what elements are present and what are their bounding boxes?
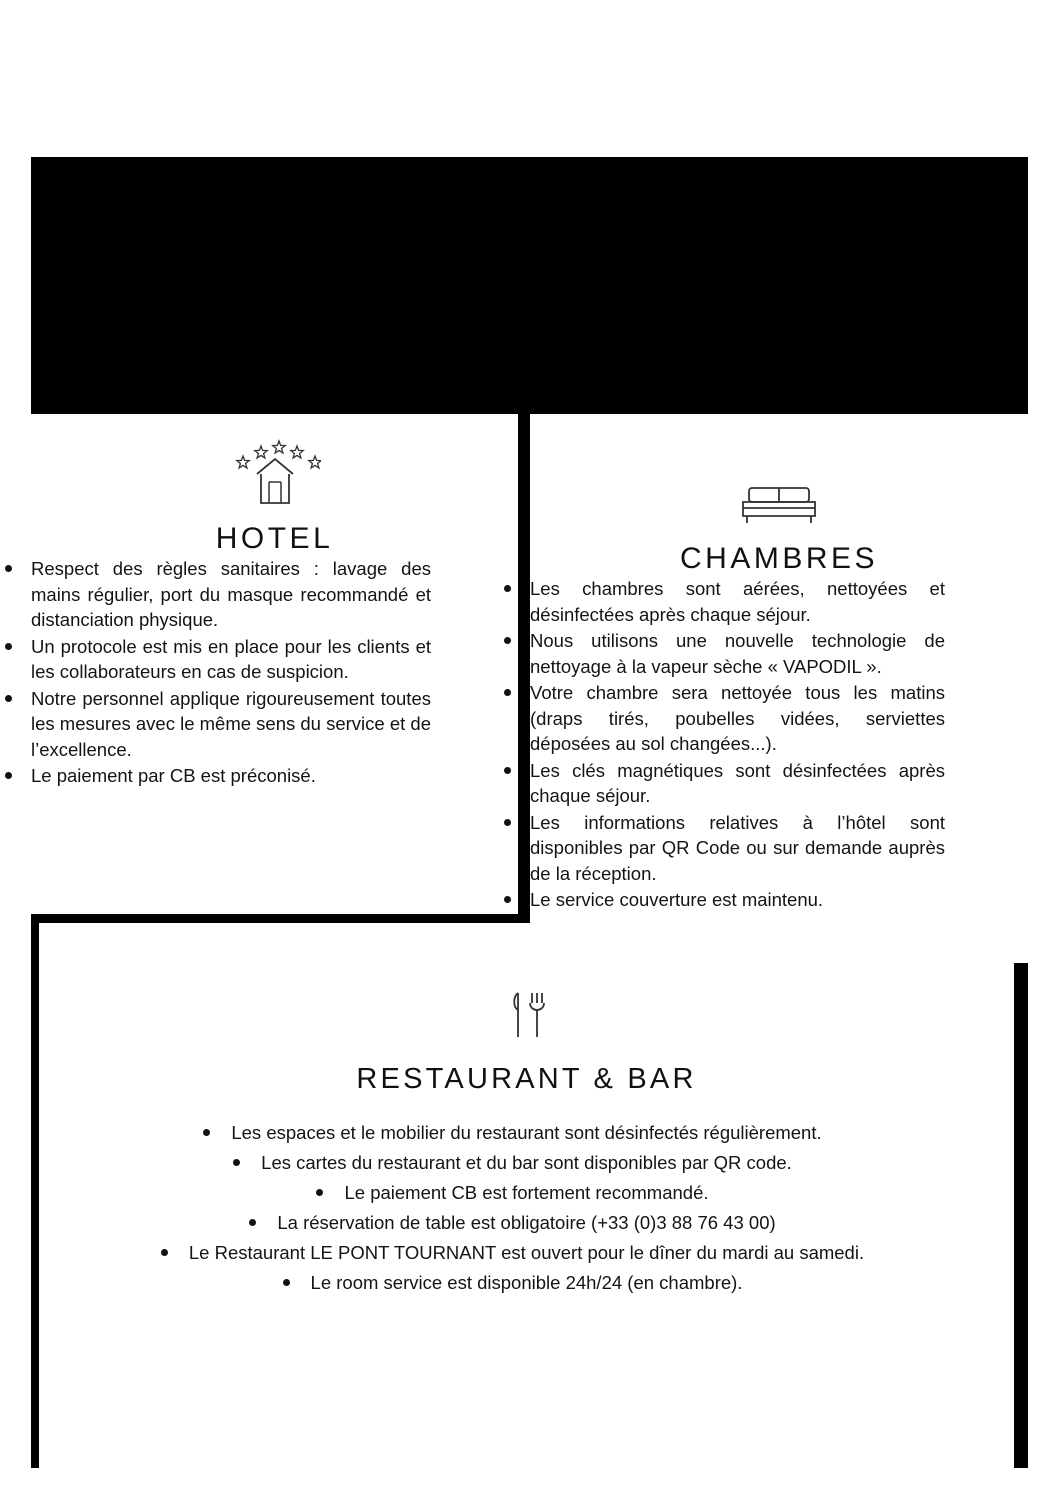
list-item-text: Un protocole est mis en place pour les clients et les collaborateurs en cas de suspicion. [31,635,431,682]
chambres-bullet-list [530,576,945,913]
list-item [31,556,431,633]
list-item [39,1178,1014,1208]
section-title-chambres: CHAMBRES [679,542,879,575]
list-item-text: Le Restaurant LE PONT TOURNANT est ouvert pour le dîner du mardi au samedi. [188,1242,865,1263]
bullet-dot [5,565,12,572]
list-item-text: Le service couverture est maintenu. [530,889,824,910]
list-item-text: Respect des règles sanitaires : lavage des mains régulier, port du masque recommandé et distanciation physique. [31,558,431,630]
bottom-left-black-bar [31,923,39,1468]
section-chambres [530,414,1028,923]
list-item [530,810,945,887]
list-item [39,1238,1014,1268]
list-item-text: Les informations relatives à l’hôtel sont disponibles par QR Code ou sur demande auprès de la réception. [530,811,945,884]
hotel-bullet-list [31,556,431,789]
bullet-dot [504,767,511,774]
list-item-text: Les clés magnétiques sont désinfectées après chaque séjour. [530,759,945,806]
list-item [39,1118,1014,1148]
list-item [31,686,431,763]
list-item-text: Les espaces et le mobilier du restaurant sont désinfectés régulièrement. [231,1122,822,1143]
bullet-dot [5,772,12,779]
bullet-dot [504,585,511,592]
list-item [530,758,945,809]
bullet-dot [283,1279,290,1286]
bullet-dot [504,689,511,696]
header-black-banner [31,157,1028,414]
bullet-dot [161,1249,168,1256]
section-title-hotel: HOTEL [215,522,334,555]
list-item [530,576,945,627]
list-item-text: Notre personnel applique rigoureusement toutes les mesures avec le même sens du service et de l’excellence. [31,687,431,760]
list-item-text: Le paiement par CB est préconisé. [31,765,316,786]
section-restaurant-bar [39,923,1014,1468]
bullet-dot [504,819,511,826]
list-item [31,634,431,685]
bullet-dot [5,643,12,650]
bullet-dot [203,1129,210,1136]
list-item-text: Les cartes du restaurant et du bar sont disponibles par QR code. [261,1152,792,1173]
list-item [39,1208,1014,1238]
bullet-dot [316,1189,323,1196]
section-hotel [31,414,518,914]
restaurant-bullet-list [39,1118,1014,1298]
bullet-dot [504,896,511,903]
list-item [31,763,431,789]
bottom-right-black-bar [1014,963,1028,1468]
list-item [39,1268,1014,1298]
list-item [530,887,945,913]
bullet-dot [249,1219,256,1226]
hotel-stars-icon [31,414,518,506]
section-title-restaurant: RESTAURANT & BAR [356,1063,697,1095]
list-item-text: Le room service est disponible 24h/24 (en chambre). [310,1272,743,1293]
list-item-text: Les chambres sont aérées, nettoyées et désinfectées après chaque séjour. [530,578,945,625]
cutlery-icon [39,923,1014,1041]
bed-icon [530,414,1028,526]
bullet-dot [233,1159,240,1166]
list-item-text: Le paiement CB est fortement recommandé. [344,1182,709,1203]
list-item-text: La réservation de table est obligatoire (+33 (0)3 88 76 43 00) [277,1212,776,1233]
list-item [39,1148,1014,1178]
bullet-dot [504,637,511,644]
bullet-dot [5,695,12,702]
list-item [530,628,945,679]
list-item-text: Nous utilisons une nouvelle technologie de nettoyage à la vapeur sèche « VAPODIL ». [530,630,945,677]
list-item-text: Votre chambre sera nettoyée tous les matins (draps tirés, poubelles vidées, serviettes déposées au sol changées...). [530,682,945,754]
list-item [530,680,945,757]
